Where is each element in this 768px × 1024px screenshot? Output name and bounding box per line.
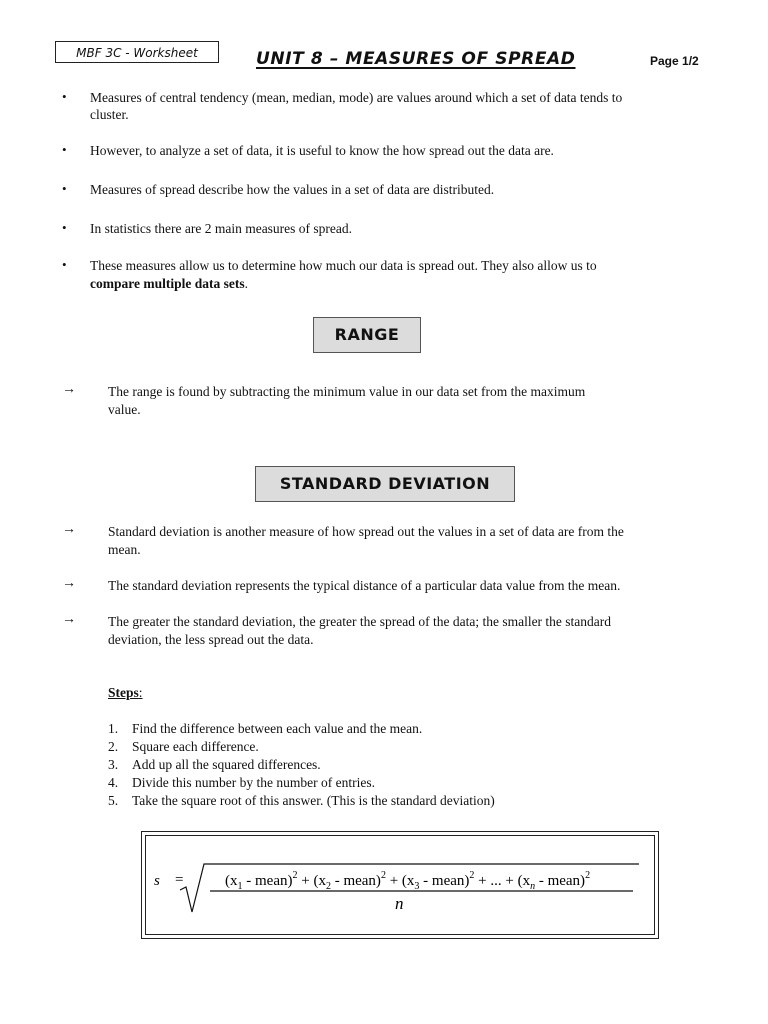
- sd-text-line: mean.: [108, 542, 141, 557]
- standard-deviation-formula: [142, 832, 660, 940]
- step-text: Add up all the squared differences.: [132, 757, 321, 772]
- step-number: 5.: [108, 793, 119, 808]
- bullet-text-line: These measures allow us to determine how much our data is spread out. They also allow us to: [90, 258, 597, 273]
- step-number: 2.: [108, 739, 119, 754]
- bullet-icon: •: [62, 89, 67, 104]
- range-text-line: value.: [108, 402, 141, 417]
- step-number: 1.: [108, 721, 119, 736]
- bullet-text-line: Measures of spread describe how the values in a set of data are distributed.: [90, 182, 495, 197]
- arrow-icon: →: [62, 612, 76, 627]
- plus-1: +: [297, 873, 314, 889]
- steps-heading: [108, 685, 143, 701]
- superscript-3: 2: [469, 870, 475, 881]
- step-number: 3.: [108, 757, 119, 772]
- page-number: Page 1/2: [650, 54, 699, 68]
- plus-2: +: [385, 873, 402, 889]
- arrow-icon: →: [62, 382, 76, 397]
- formula-numerator: [225, 870, 590, 892]
- subscript-n: n: [530, 881, 536, 892]
- term-3: (x: [401, 873, 415, 889]
- sd-text-line: Standard deviation is another measure of how spread out the values in a set of data are from the: [108, 524, 624, 539]
- term-2: (x: [313, 873, 326, 889]
- bullet-icon: •: [62, 257, 67, 272]
- subscript-1: 1: [237, 881, 243, 892]
- formula-equals: =: [175, 872, 184, 888]
- step-text: Square each difference.: [132, 739, 259, 754]
- ellipsis: ...: [490, 873, 506, 889]
- formula-denominator: n: [395, 894, 404, 913]
- step-text: Divide this number by the number of entries.: [132, 775, 375, 790]
- range-heading: RANGE: [313, 317, 421, 353]
- range-text-line: The range is found by subtracting the minimum value in our data set from the maximum: [108, 384, 586, 399]
- standard-deviation-heading: STANDARD DEVIATION: [255, 466, 515, 502]
- minus-mean-2: - mean): [330, 873, 381, 889]
- superscript-2: 2: [380, 870, 386, 881]
- formula-box: [141, 831, 659, 939]
- superscript-n: 2: [585, 870, 591, 881]
- formula-lhs: s: [154, 873, 160, 889]
- plus-4: +: [505, 873, 518, 889]
- sd-text-line: The standard deviation represents the typical distance of a particular data value from the mean.: [108, 578, 621, 593]
- plus-3: +: [474, 873, 491, 889]
- course-label: MBF 3C - Worksheet: [55, 41, 219, 63]
- arrow-icon: →: [62, 522, 76, 537]
- term-n: (x: [517, 873, 531, 889]
- steps-label: Steps: [108, 685, 139, 700]
- period: .: [244, 276, 248, 291]
- minus-mean-3: - mean): [419, 873, 470, 889]
- minus-mean-n: - mean): [535, 873, 586, 889]
- page-title: UNIT 8 – MEASURES OF SPREAD: [256, 49, 576, 69]
- term-1: (x: [225, 873, 238, 889]
- bullet-icon: •: [62, 181, 67, 196]
- bullet-text-line: Measures of central tendency (mean, median, mode) are values around which a set of data tends to: [90, 90, 623, 105]
- sd-text-line: The greater the standard deviation, the greater the spread of the data; the smaller the standard: [108, 614, 612, 629]
- bullet-text-line: [90, 275, 710, 293]
- sd-text-line: deviation, the less spread out the data.: [108, 632, 314, 647]
- arrow-icon: →: [62, 576, 76, 591]
- step-text: Take the square root of this answer. (This is the standard deviation): [132, 793, 495, 808]
- steps-colon: :: [138, 685, 143, 700]
- bullet-text-line: cluster.: [90, 107, 129, 122]
- subscript-2: 2: [325, 881, 331, 892]
- bullet-icon: •: [62, 142, 67, 157]
- step-number: 4.: [108, 775, 119, 790]
- step-text: Find the difference between each value and the mean.: [132, 721, 423, 736]
- bullet-text-line: However, to analyze a set of data, it is useful to know the how spread out the data are.: [90, 143, 554, 158]
- bullet-text-line: In statistics there are 2 main measures of spread.: [90, 221, 353, 236]
- bold-phrase: compare multiple data sets: [90, 276, 245, 291]
- minus-mean-1: - mean): [242, 873, 293, 889]
- bullet-icon: •: [62, 220, 67, 235]
- subscript-3: 3: [414, 881, 420, 892]
- superscript-1: 2: [292, 870, 298, 881]
